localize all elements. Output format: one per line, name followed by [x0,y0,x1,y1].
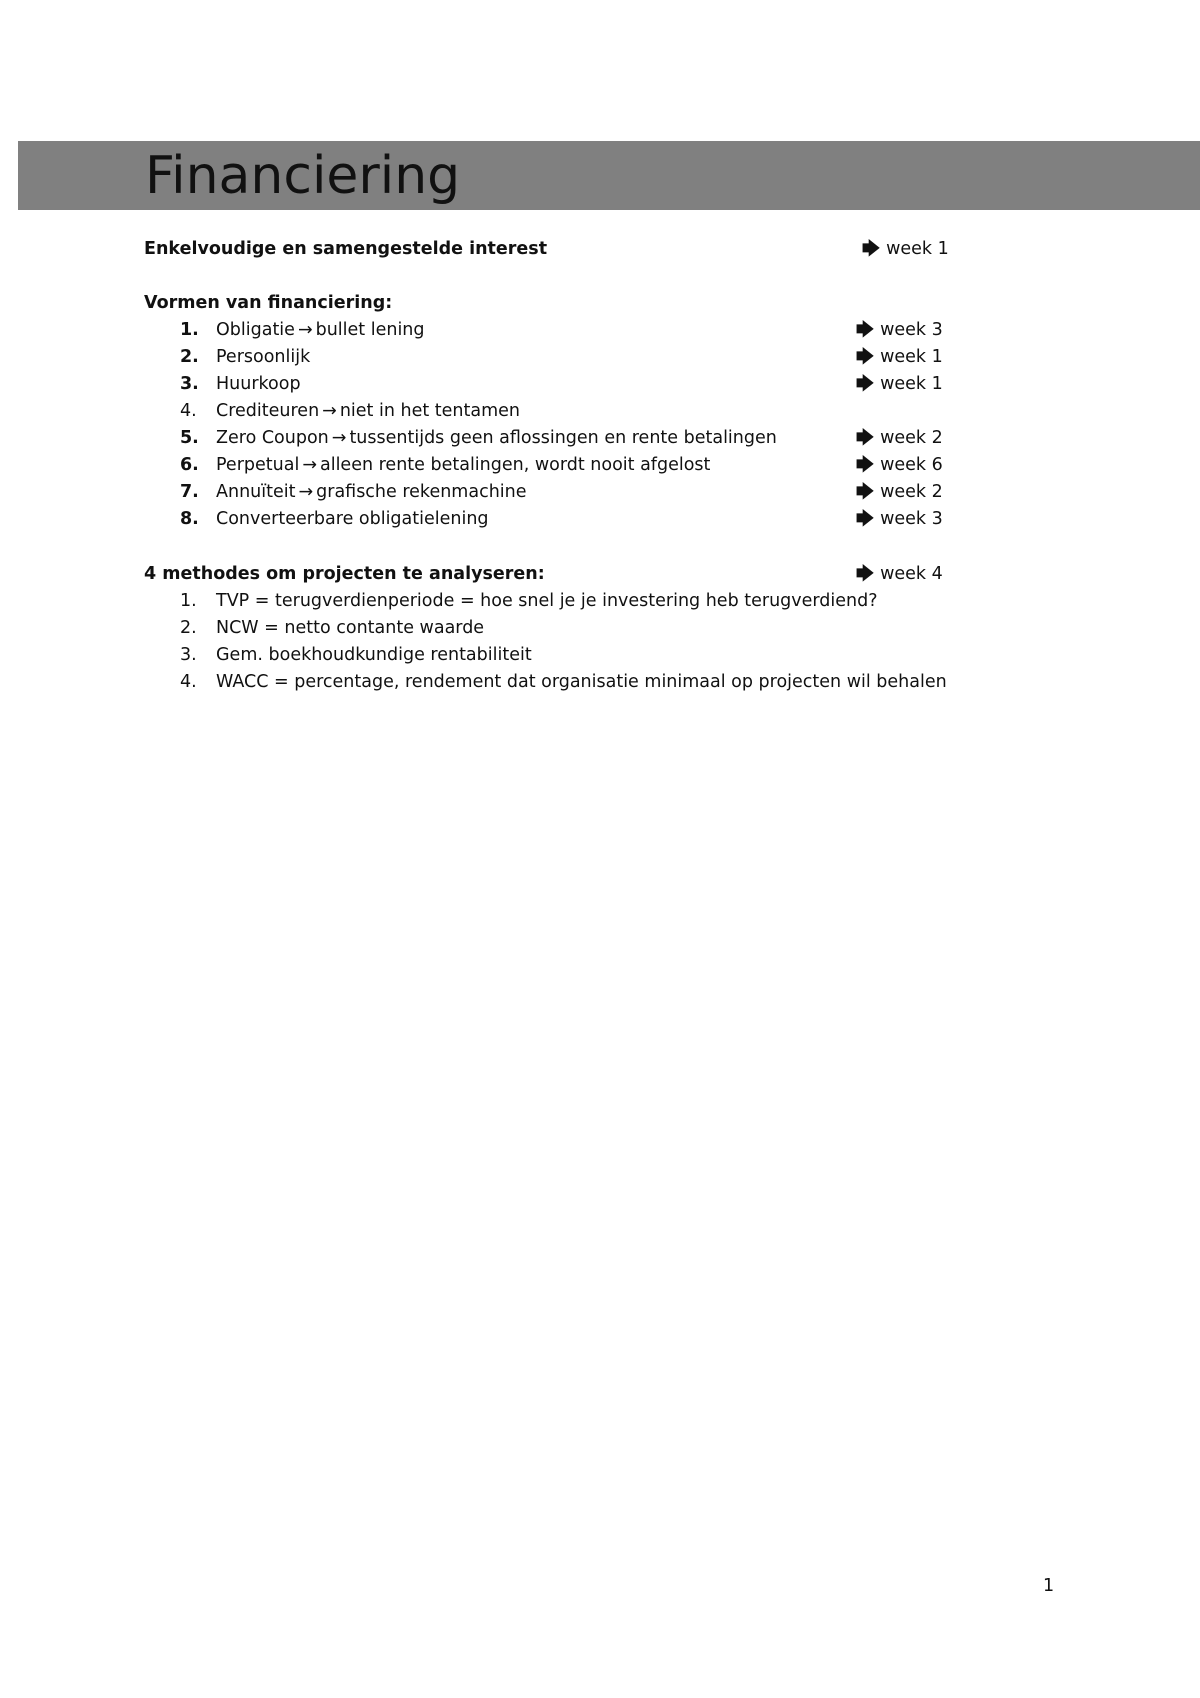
arrow-right-icon: 🡆 [856,564,875,584]
list-item-label: Obligatie [216,320,295,340]
arrow-right-icon: 🡆 [856,320,875,340]
list-item [144,506,943,533]
list-item-detail: niet in het tentamen [339,401,520,421]
arrow-right-icon: 🡆 [856,347,875,367]
arrow-right-icon: → [331,428,347,448]
list-item-number: 2. [180,618,197,638]
list-item-detail: tussentijds geen aflossingen en rente betalingen [349,428,777,448]
list-item [144,425,943,452]
list-item-week: 🡆 week 6 [856,452,943,479]
list-item-number: 1. [180,591,197,611]
list-item-text: Gem. boekhoudkundige rentabiliteit [216,645,532,665]
list-item-detail: grafische rekenmachine [316,482,527,502]
list-item [144,317,943,344]
arrow-right-icon: → [302,455,317,475]
list-item-number: 5. [180,428,199,448]
list-item-label: Annuïteit [216,482,296,502]
list-item-number: 1. [180,320,199,340]
list-item [144,398,777,425]
arrow-right-icon: 🡆 [856,509,875,529]
list-item-label: Huurkoop [216,374,301,394]
list-item-text: TVP = terugverdienperiode = hoe snel je je investering heb terugverdiend? [216,591,878,611]
page-number: 1 [1043,1576,1055,1596]
list-item-label: Perpetual [216,455,300,475]
list-item-number: 2. [180,347,199,367]
list-item-label: Crediteuren [216,401,320,421]
list-item [144,615,947,642]
arrow-right-icon: 🡆 [856,428,875,448]
section-interest-heading: Enkelvoudige en samengestelde interest [144,239,548,259]
section-interest [144,236,547,263]
list-item-number: 3. [180,374,199,394]
list-item-label: Converteerbare obligatielening [216,509,489,529]
list-item [144,479,943,506]
list-item-text: WACC = percentage, rendement dat organisatie minimaal op projecten wil behalen [216,672,947,692]
list-item-week: 🡆 week 3 [856,506,943,533]
list-item-week: 🡆 week 3 [856,317,943,344]
arrow-right-icon: → [297,320,313,340]
list-item [144,452,943,479]
list-item-week: 🡆 week 1 [856,344,943,371]
list-item-number: 4. [180,672,197,692]
list-item-text: NCW = netto contante waarde [216,618,485,638]
list-item-number: 7. [180,482,199,502]
arrow-right-icon: 🡆 [856,374,875,394]
section-financing-heading: Vormen van financiering: [144,293,393,313]
arrow-right-icon: → [298,482,314,502]
list-item [144,588,947,615]
arrow-right-icon: 🡆 [856,482,875,502]
week-label: week 1 [886,239,949,259]
list-item-detail: bullet lening [315,320,425,340]
list-item-number: 8. [180,509,199,529]
list-item [144,669,947,696]
list-item [144,642,947,669]
list-item-week: 🡆 week 1 [856,371,943,398]
list-item-label: Zero Coupon [216,428,329,448]
list-item-label: Persoonlijk [216,347,311,367]
methods-list [144,588,947,696]
arrow-right-icon: → [322,401,337,421]
list-item-number: 3. [180,645,197,665]
section-methods-heading: 4 methodes om projecten te analyseren: [144,564,545,584]
arrow-right-icon: 🡆 [856,455,875,475]
section-interest-week [862,236,949,263]
list-item [144,344,943,371]
list-item-week: 🡆 week 2 [856,425,943,452]
list-item-number: 4. [180,401,197,421]
list-item [144,371,943,398]
arrow-right-icon: 🡆 [862,239,881,259]
page-title: Financiering [145,146,461,206]
week-label: week 4 [880,564,943,584]
financing-list [144,317,943,533]
list-item-detail: alleen rente betalingen, wordt nooit afgelost [319,455,711,475]
list-item-number: 6. [180,455,199,475]
list-item-week: 🡆 week 2 [856,479,943,506]
section-financing [144,290,392,317]
section-methods [144,561,545,588]
section-methods-week [856,561,943,588]
